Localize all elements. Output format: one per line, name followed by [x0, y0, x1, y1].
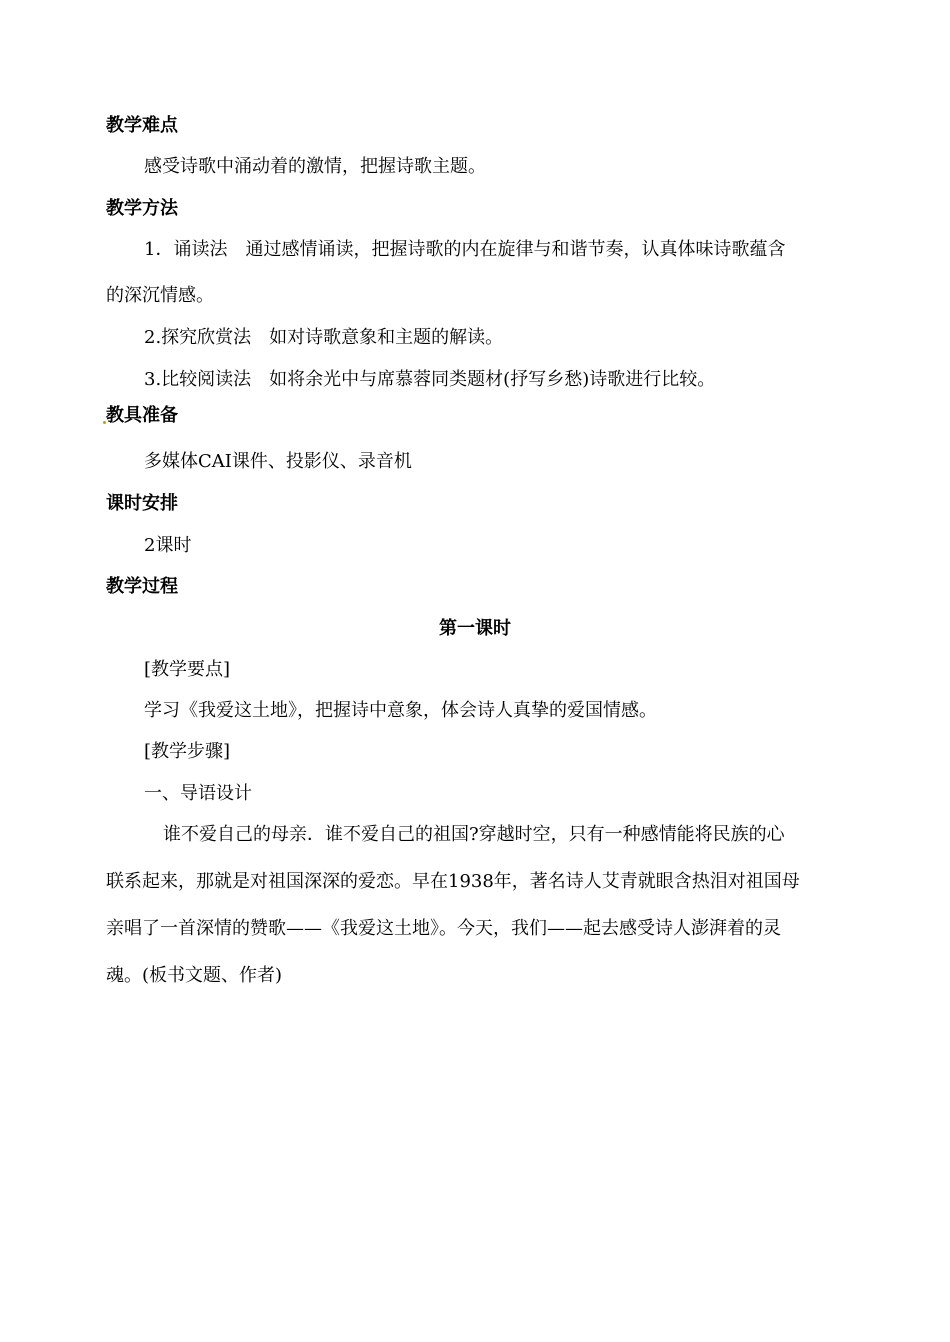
intro-paragraph-line-2: 联系起来，那就是对祖国深深的爱恋。早在1938年，著名诗人艾青就眼含热泪对祖国母 [106, 871, 800, 892]
heading-teaching-process: 教学过程 [106, 576, 178, 597]
method-item-1-line-2: 的深沉情感。 [106, 285, 214, 306]
intro-paragraph-line-3: 亲唱了一首深情的赞歌——《我爱这土地》。今天，我们——起去感受诗人澎湃着的灵 [106, 918, 781, 939]
method-item-1-line-1: 1．诵读法 通过感情诵读，把握诗歌的内在旋律与和谐节奏，认真体味诗歌蕴含 [144, 239, 786, 260]
intro-paragraph-line-4: 魂。(板书文题、作者) [106, 965, 283, 986]
heading-teaching-methods: 教学方法 [106, 198, 178, 219]
heading-class-schedule: 课时安排 [106, 493, 178, 514]
intro-paragraph-line-1: 谁不爱自己的母亲．谁不爱自己的祖国?穿越时空，只有一种感情能将民族的心 [163, 824, 785, 845]
key-points-text: 学习《我爱这土地》，把握诗中意象，体会诗人真挚的爱国情感。 [144, 700, 657, 721]
materials-text: 多媒体CAI课件、投影仪、录音机 [144, 451, 412, 472]
step-1-title: 一、导语设计 [144, 783, 252, 804]
lesson-title: 第一课时 [439, 618, 511, 639]
heading-teaching-difficulty: 教学难点 [106, 115, 178, 136]
heading-teaching-materials: 教具准备 [106, 405, 178, 426]
schedule-text: 2课时 [144, 535, 192, 556]
steps-label: [教学步骤] [144, 741, 231, 762]
difficulty-text: 感受诗歌中涌动着的激情，把握诗歌主题。 [144, 156, 486, 177]
method-item-3: 3.比较阅读法 如将余光中与席慕蓉同类题材(抒写乡愁)诗歌进行比较。 [144, 369, 716, 390]
key-points-label: [教学要点] [144, 659, 231, 680]
method-item-2: 2.探究欣赏法 如对诗歌意象和主题的解读。 [144, 327, 504, 348]
